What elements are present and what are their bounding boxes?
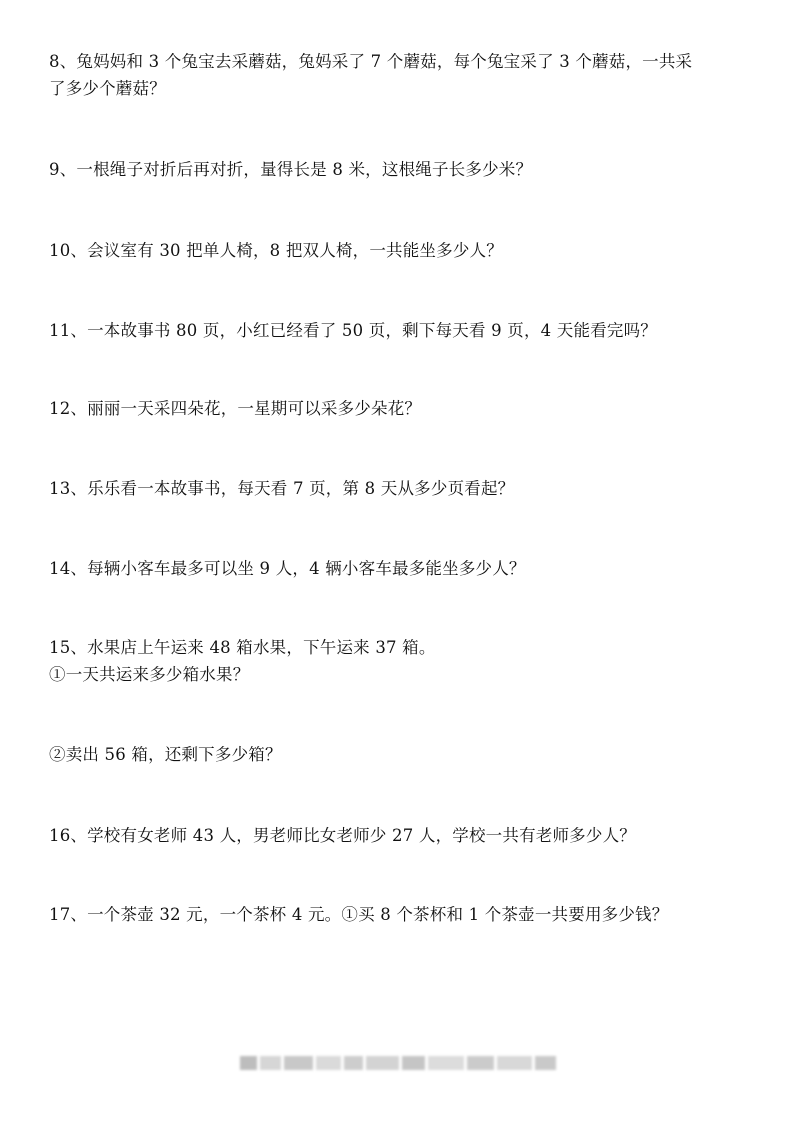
question-15-stem: 15、水果店上午运来 48 箱水果，下午运来 37 箱。: [49, 638, 436, 657]
question-13: 13、乐乐看一本故事书，每天看 7 页，第 8 天从多少页看起？: [49, 479, 515, 498]
question-14: 14、每辆小客车最多可以坐 9 人，4 辆小客车最多能坐多少人？: [49, 559, 526, 578]
question-15-part-2: ②卖出 56 箱，还剩下多少箱？: [49, 745, 282, 764]
question-10: 10、会议室有 30 把单人椅，8 把双人椅，一共能坐多少人？: [49, 241, 503, 260]
question-9: 9、一根绳子对折后再对折，量得长是 8 米，这根绳子长多少米？: [49, 160, 533, 179]
question-15-part-1: ①一天共运来多少箱水果？: [49, 665, 250, 684]
question-17: 17、一个茶壶 32 元，一个茶杯 4 元。①买 8 个茶杯和 1 个茶壶一共要用多少钱？: [49, 905, 669, 924]
question-16: 16、学校有女老师 43 人，男老师比女老师少 27 人，学校一共有老师多少人？: [49, 826, 636, 845]
blurred-footer-watermark: [240, 1056, 556, 1070]
question-8-line-2: 了多少个蘑菇？: [49, 79, 166, 98]
question-11: 11、一本故事书 80 页，小红已经看了 50 页，剩下每天看 9 页，4 天能看完吗？: [49, 321, 657, 340]
question-12: 12、丽丽一天采四朵花，一星期可以采多少朵花？: [49, 399, 422, 418]
question-8-line-1: 8、兔妈妈和 3 个兔宝去采蘑菇，兔妈采了 7 个蘑菇，每个兔宝采了 3 个蘑菇，一共采: [49, 52, 693, 71]
